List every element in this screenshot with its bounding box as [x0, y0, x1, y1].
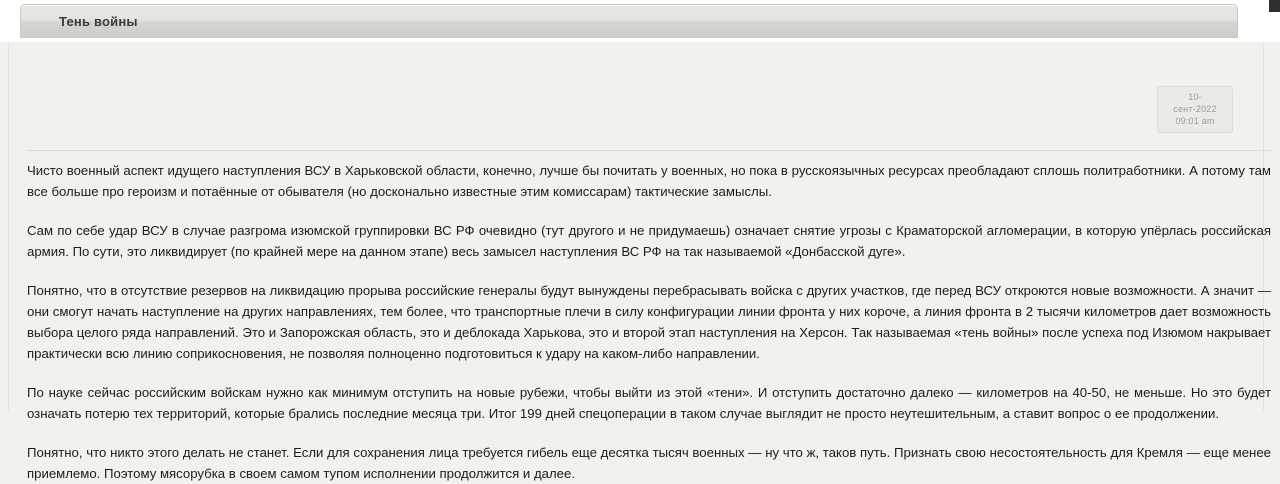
post-date-time: 09:01 am: [1175, 116, 1215, 126]
window-edge-marker: [1269, 0, 1280, 12]
post-date-badge: [1157, 86, 1233, 133]
post-date-day: 10-: [1188, 92, 1202, 102]
post-paragraph: Сам по себе удар ВСУ в случае разгрома изюмской группировки ВС РФ очевидно (тут другого и не придумаешь) означает снятие угрозы с Краматорской агломерации, в которую упёрлась российская армия. По сути, это ликвидирует (по крайней мере на данном этапе) весь замысел наступления ВС РФ на так называемой «Донбасской дуге».: [27, 223, 1271, 259]
page-sheet: [0, 42, 1280, 481]
window-top-strip: [0, 0, 1280, 42]
page-title: Тень войны: [59, 14, 138, 29]
post-body: [27, 160, 1271, 484]
post-paragraph: Чисто военный аспект идущего наступления ВСУ в Харьковской области, конечно, лучше бы почитать у военных, но пока в русскоязычных ресурсах преобладают сплошь политработники. А потому там все больше про героизм и потаённые от обывателя (но досконально известные этим комиссарам) тактические замыслы.: [27, 163, 1271, 199]
post-date-month-year: сент-2022: [1173, 104, 1217, 114]
page-content-area: [8, 42, 1271, 481]
post-paragraph: Понятно, что никто этого делать не станет. Если для сохранения лица требуется гибель еще десятка тысяч военных — ну что ж, таков путь. Признать свою несостоятельность для Кремля — еще менее приемлемо. Поэтому мясорубка в своем самом тупом исполнении продолжится и далее.: [27, 445, 1271, 481]
post-paragraph: По науке сейчас российским войскам нужно как минимум отступить на новые рубежи, чтобы выйти из этой «тени». И отступить достаточно далеко — километров на 40-50, не меньше. Но это будет означать потерю тех территорий, которые брались последние месяца три. Итог 199 дней спецоперации в таком случае выглядит не просто неутешительным, а ставит вопрос о ее продолжении.: [27, 385, 1271, 421]
post-paragraph: Понятно, что в отсутствие резервов на ликвидацию прорыва российские генералы будут вынуждены перебрасывать войска с других участков, где перед ВСУ откроются новые возможности. А значит — они смогут начать наступление на других направлениях, тем более, что транспортные плечи в силу конфигурации линии фронта у них короче, а линия фронта в 2 тысячи километров дает возможность выбора целого ряда направлений. Это и Запорожская область, это и деблокада Харькова, это и второй этап наступления на Херсон. Так называемая «тень войны» после успеха под Изюмом накрывает практически всю линию соприкосновения, не позволяя полноценно подготовиться к удару на каком-либо направлении.: [27, 283, 1271, 361]
post-header-bar: [20, 4, 1238, 38]
header-divider: [27, 150, 1271, 151]
